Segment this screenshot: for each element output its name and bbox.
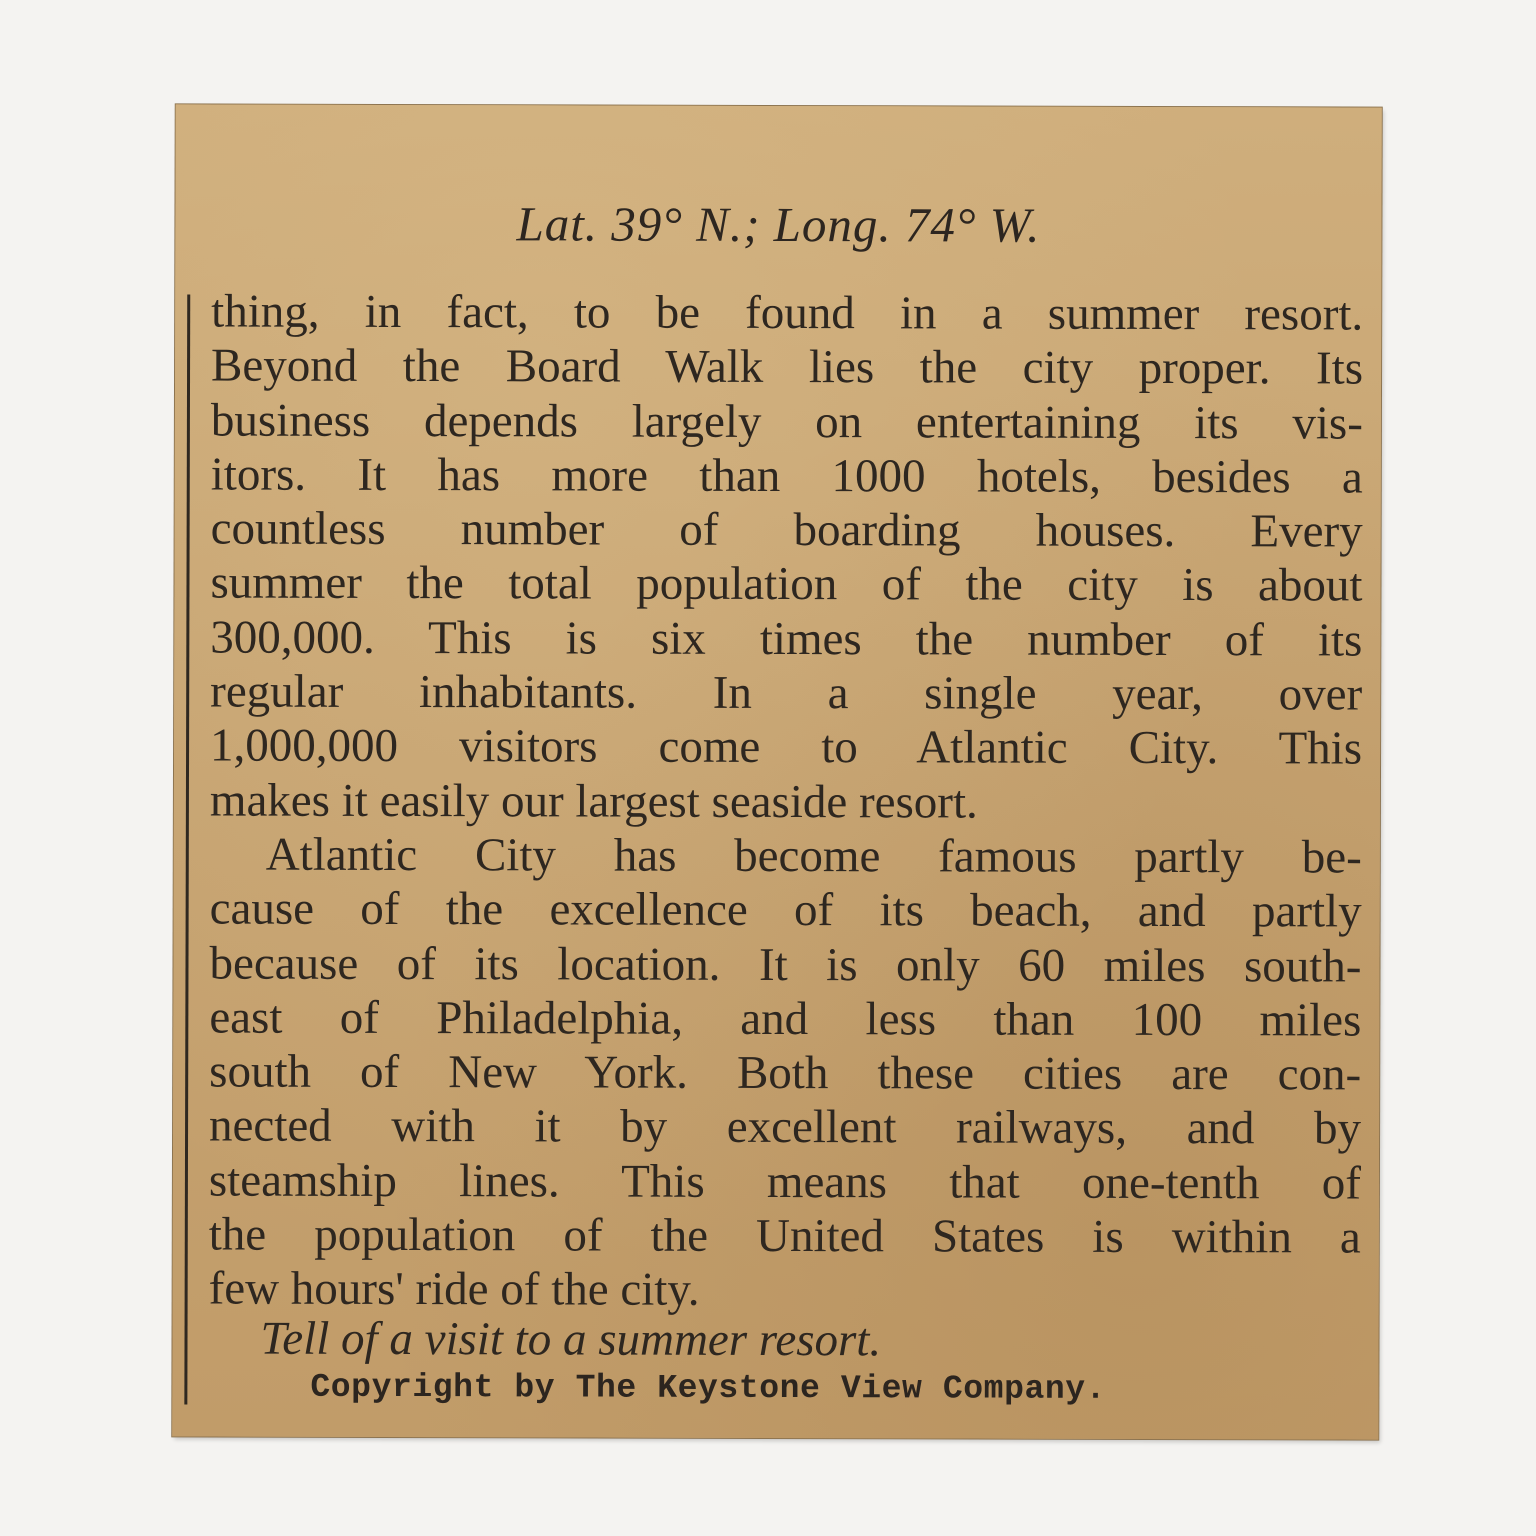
- coordinates-heading: Lat. 39° N.; Long. 74° W.: [516, 196, 1041, 253]
- text-line: 1,000,000 visitors come to Atlantic City. This: [209, 719, 1363, 775]
- text-line: 300,000. This is six times the number of its: [210, 611, 1363, 667]
- text-line: because of its location. It is only 60 miles south-: [209, 937, 1362, 993]
- stereoview-card-back: [172, 104, 1381, 1439]
- text-line: south of New York. Both these cities are con-: [209, 1045, 1362, 1101]
- copyright-notice: Copyright by The Keystone View Company.: [310, 1368, 1107, 1408]
- text-line: Atlantic City has become famous partly be-: [265, 828, 1362, 884]
- text-line: east of Philadelphia, and less than 100 miles: [209, 991, 1362, 1047]
- body-text: [209, 285, 1364, 1320]
- text-line: itors. It has more than 1000 hotels, besides a: [210, 448, 1363, 504]
- text-line: thing, in fact, to be found in a summer resort.: [211, 285, 1364, 341]
- text-line: steamship lines. This means that one-tenth of: [208, 1154, 1361, 1210]
- text-line: countless number of boarding houses. Every: [210, 502, 1363, 558]
- text-line: makes it easily our largest seaside resort.: [209, 774, 978, 829]
- text-line: the population of the United States is within a: [208, 1208, 1361, 1264]
- text-line: regular inhabitants. In a single year, over: [210, 665, 1363, 721]
- text-line: business depends largely on entertaining its vis-: [210, 394, 1363, 450]
- text-line: summer the total population of the city is about: [210, 557, 1363, 613]
- text-line: Beyond the Board Walk lies the city proper. Its: [210, 339, 1364, 395]
- margin-rule: [184, 294, 190, 1404]
- text-line: few hours' ride of the city.: [208, 1262, 700, 1317]
- text-line: nected with it by excellent railways, and by: [209, 1099, 1362, 1155]
- text-line: cause of the excellence of its beach, and partly: [209, 882, 1362, 938]
- exercise-prompt: Tell of a visit to a summer resort.: [260, 1312, 882, 1367]
